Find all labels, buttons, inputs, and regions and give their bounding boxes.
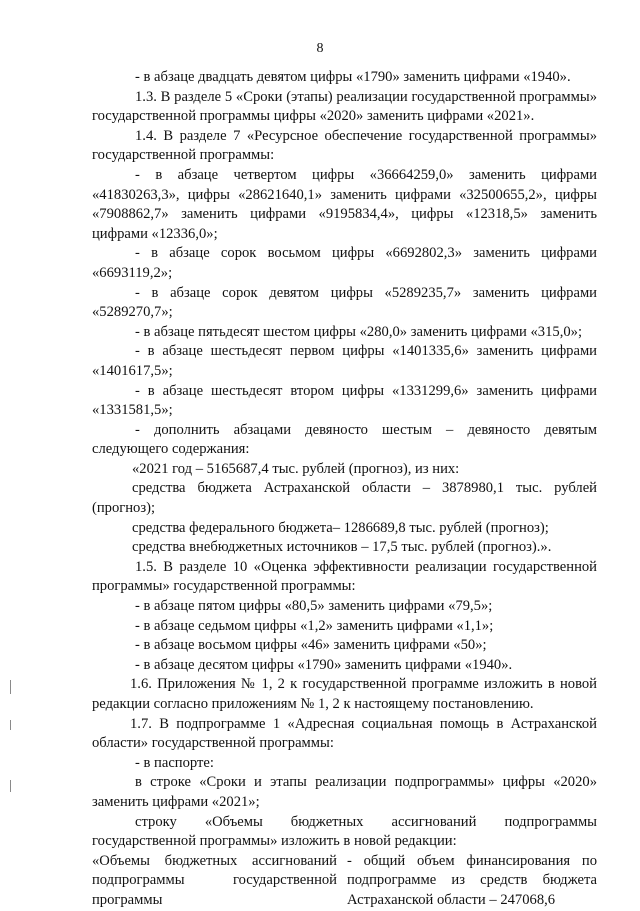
- paragraph: - в абзаце шестьдесят первом цифры «1401335,6» заменить цифрами «1401617,5»;: [92, 343, 597, 379]
- paragraph: - в абзаце сорок восьмом цифры «6692802,3» заменить цифрами «6693119,2»;: [92, 245, 597, 281]
- paragraph: средства федерального бюджета– 1286689,8 тыс. рублей (прогноз);: [132, 519, 549, 536]
- table-cell-value: - общий объем финансирования по подпрограмме из средств бюджета Астраханской области – 247068,6: [347, 852, 597, 908]
- paragraph: 1.7. В подпрограмме 1 «Адресная социальная помощь в Астраханской области» государственной программы:: [92, 715, 597, 752]
- paragraph-list: [92, 68, 597, 852]
- paragraph: - в абзаце сорок девятом цифры «5289235,7» заменить цифрами «5289270,7»;: [92, 284, 597, 321]
- passport-table-row: [92, 852, 597, 911]
- page-number: 8: [316, 41, 324, 56]
- paragraph: - в абзаце пятом цифры «80,5» заменить цифрами «79,5»;: [135, 598, 493, 615]
- paragraph: 1.3. В разделе 5 «Сроки (этапы) реализации государственной программы» государственной программы цифры «2020» заменить цифрами «2021».: [92, 88, 597, 125]
- binding-edge-marks: [8, 680, 14, 800]
- paragraph: «2021 год – 5165687,4 тыс. рублей (прогноз), из них:: [132, 460, 460, 477]
- paragraph: средства внебюджетных источников – 17,5 тыс. рублей (прогноз).».: [132, 539, 552, 556]
- paragraph: - в абзаце шестьдесят втором цифры «1331299,6» заменить цифрами «1331581,5»;: [92, 382, 597, 419]
- paragraph: средства бюджета Астраханской области – 3878980,1 тыс. рублей (прогноз);: [92, 480, 597, 517]
- document-body: [92, 68, 597, 911]
- paragraph: в строке «Сроки и этапы реализации подпрограммы» цифры «2020» заменить цифрами «2021»;: [92, 774, 597, 810]
- paragraph: - в абзаце десятом цифры «1790» заменить цифрами «1940».: [135, 656, 513, 673]
- table-cell-label: «Объемы бюджетных ассигнований подпрограммы государственной программы: [92, 852, 337, 908]
- paragraph: 1.6. Приложения № 1, 2 к государственной программе изложить в новой редакции согласно приложениям № 1, 2 к настоящему постановлению.: [92, 676, 597, 712]
- paragraph: - в абзаце двадцать девятом цифры «1790» заменить цифрами «1940».: [135, 69, 571, 85]
- paragraph: - в паспорте:: [135, 754, 214, 771]
- paragraph: - в абзаце седьмом цифры «1,2» заменить цифрами «1,1»;: [135, 617, 494, 634]
- paragraph: - дополнить абзацами девяносто шестым – девяносто девятым следующего содержания:: [92, 421, 597, 458]
- paragraph: - в абзаце пятьдесят шестом цифры «280,0» заменить цифрами «315,0»;: [135, 323, 582, 340]
- paragraph: 1.4. В разделе 7 «Ресурсное обеспечение государственной программы» государственной программы:: [92, 127, 597, 164]
- paragraph: - в абзаце четвертом цифры «36664259,0» заменить цифрами «41830263,3», цифры «28621640,1» заменить цифрами «32500655,2», цифры «7908862,7» заменить цифрами «9195834,4», цифры «12318,5» заменить цифрами «12336,0»;: [92, 166, 597, 242]
- paragraph: строку «Объемы бюджетных ассигнований подпрограммы государственной программы» изложить в новой редакции:: [92, 813, 597, 850]
- paragraph: - в абзаце восьмом цифры «46» заменить цифрами «50»;: [135, 637, 487, 654]
- paragraph: 1.5. В разделе 10 «Оценка эффективности реализации государственной программы» государственной программы:: [92, 558, 597, 595]
